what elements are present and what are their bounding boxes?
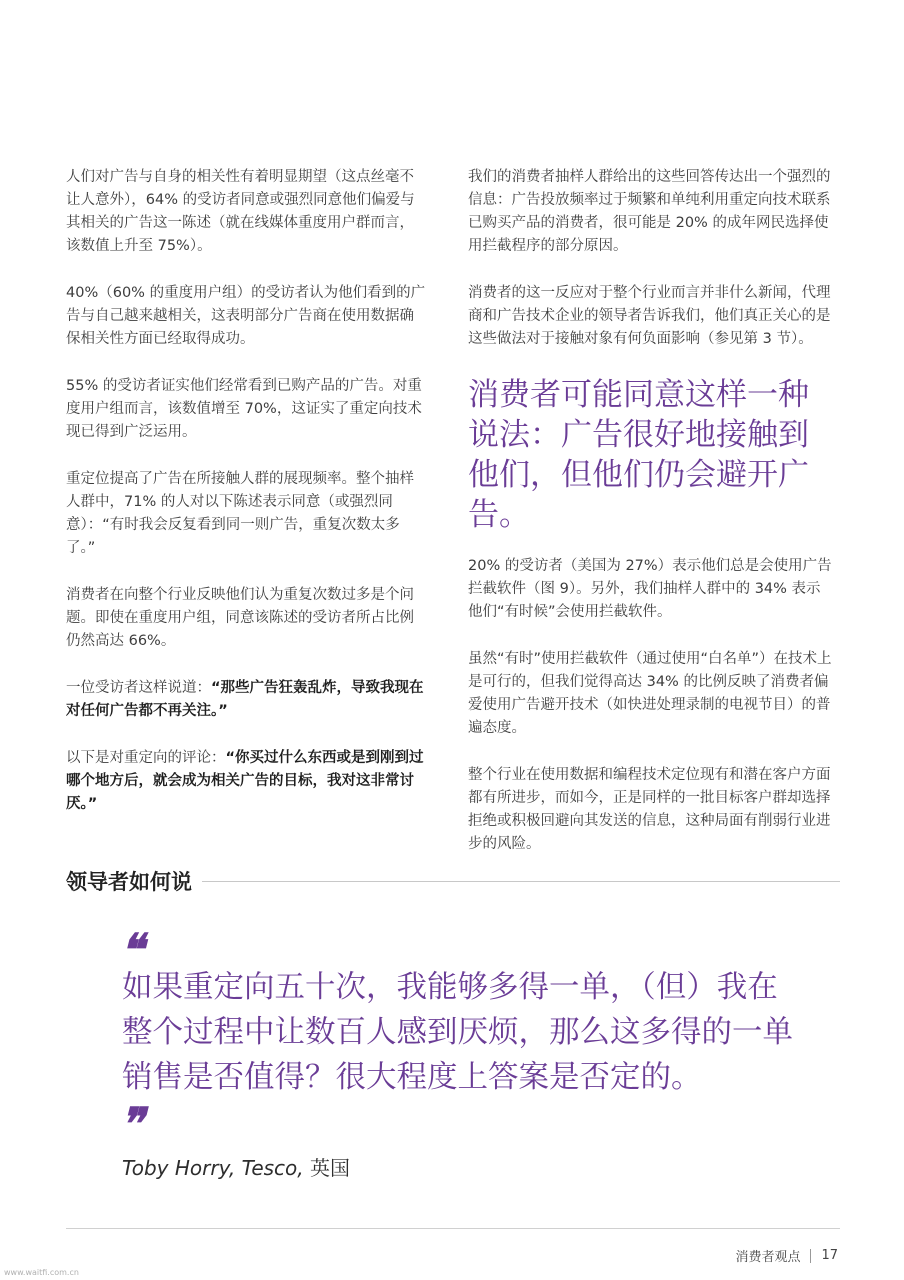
body-paragraph: 消费者在向整个行业反映他们认为重复次数过多是个问题。即使在重度用户组，同意该陈述的受访者所占比例仍然高达 66%。 bbox=[66, 587, 414, 649]
respondent-quote-paragraph bbox=[66, 677, 428, 723]
body-paragraph: 消费者的这一反应对于整个行业而言并非什么新闻，代理商和广告技术企业的领导者告诉我们，他们真正关心的是这些做法对于接触对象有何负面影响（参见第 3 节）。 bbox=[468, 285, 831, 347]
pull-quote-callout: 消费者可能同意这样一种说法：广告很好地接触到他们，但他们仍会避开广告。 bbox=[468, 377, 809, 533]
footer-label: 消费者观点 bbox=[735, 1250, 801, 1265]
body-paragraph: 40%（60% 的重度用户组）的受访者认为他们看到的广告与自己越来越相关，这表明部分广告商在使用数据确保相关性方面已经取得成功。 bbox=[66, 285, 426, 347]
right-column bbox=[468, 166, 834, 880]
body-paragraph: 重定位提高了广告在所接触人群的展现频率。整个抽样人群中，71% 的人对以下陈述表示同意（或强烈同意）：“有时我会反复看到同一则广告，重复次数太多了。” bbox=[66, 471, 414, 556]
body-paragraph: 我们的消费者抽样人群给出的这些回答传达出一个强烈的信息：广告投放频率过于频繁和单纯利用重定向技术联系已购买产品的消费者，很可能是 20% 的成年网民选择使用拦截程序的部分原因。 bbox=[468, 169, 831, 254]
section-divider bbox=[202, 881, 840, 882]
body-paragraph: 整个行业在使用数据和编程技术定位现有和潜在客户方面都有所进步，而如今，正是同样的一批目标客户群却选择拒绝或积极回避向其发送的信息，这种局面有削弱行业进步的风险。 bbox=[468, 767, 831, 852]
body-paragraph: 人们对广告与自身的相关性有着明显期望（这点丝毫不让人意外），64% 的受访者同意或强烈同意他们偏爱与其相关的广告这一陈述（就在线媒体重度用户群而言，该数值上升至 75%）。 bbox=[66, 169, 415, 254]
open-quote-icon: ❝ bbox=[120, 925, 138, 976]
body-paragraph: 20% 的受访者（美国为 27%）表示他们总是会使用广告拦截软件（图 9）。另外，我们抽样人群中的 34% 表示他们“有时候”会使用拦截软件。 bbox=[468, 558, 832, 620]
section-title: 领导者如何说 bbox=[66, 870, 192, 894]
retargeting-comment-paragraph bbox=[66, 747, 428, 816]
watermark: www.waitfi.com.cn bbox=[4, 1268, 79, 1277]
body-paragraph: 55% 的受访者证实他们经常看到已购产品的广告。对重度用户组而言，该数值增至 70%，这证实了重定向技术现已得到广泛运用。 bbox=[66, 378, 422, 440]
section-header bbox=[66, 866, 840, 896]
footer-separator bbox=[810, 1249, 811, 1263]
close-quote-icon: ❞ bbox=[120, 1099, 138, 1150]
respondent-quote: “你买过什么东西或是到刚到过哪个地方后，就会成为相关广告的目标，我对这非常讨厌。” bbox=[66, 750, 424, 812]
page-number: 17 bbox=[821, 1248, 838, 1263]
footer-divider bbox=[66, 1228, 840, 1229]
page-footer bbox=[735, 1246, 838, 1265]
respondent-quote: “那些广告狂轰乱炸，导致我现在对任何广告都不再关注。” bbox=[66, 680, 424, 719]
quote-attribution bbox=[122, 1152, 350, 1181]
leader-quote: 如果重定向五十次，我能够多得一单，（但）我在整个过程中让数百人感到厌烦，那么这多得的一单销售是否值得？很大程度上答案是否定的。 bbox=[122, 970, 793, 1095]
left-column bbox=[66, 166, 428, 840]
attribution-name: Toby Horry, Tesco, bbox=[122, 1156, 304, 1180]
body-paragraph: 虽然“有时”使用拦截软件（通过使用“白名单”）在技术上是可行的，但我们觉得高达 34% 的比例反映了消费者偏爱使用广告避开技术（如快进处理录制的电视节目）的普遍态度。 bbox=[468, 651, 832, 736]
quote-intro: 以下是对重定向的评论： bbox=[66, 750, 226, 766]
quote-intro: 一位受访者这样说道： bbox=[66, 680, 211, 696]
attribution-country: 英国 bbox=[303, 1156, 351, 1180]
